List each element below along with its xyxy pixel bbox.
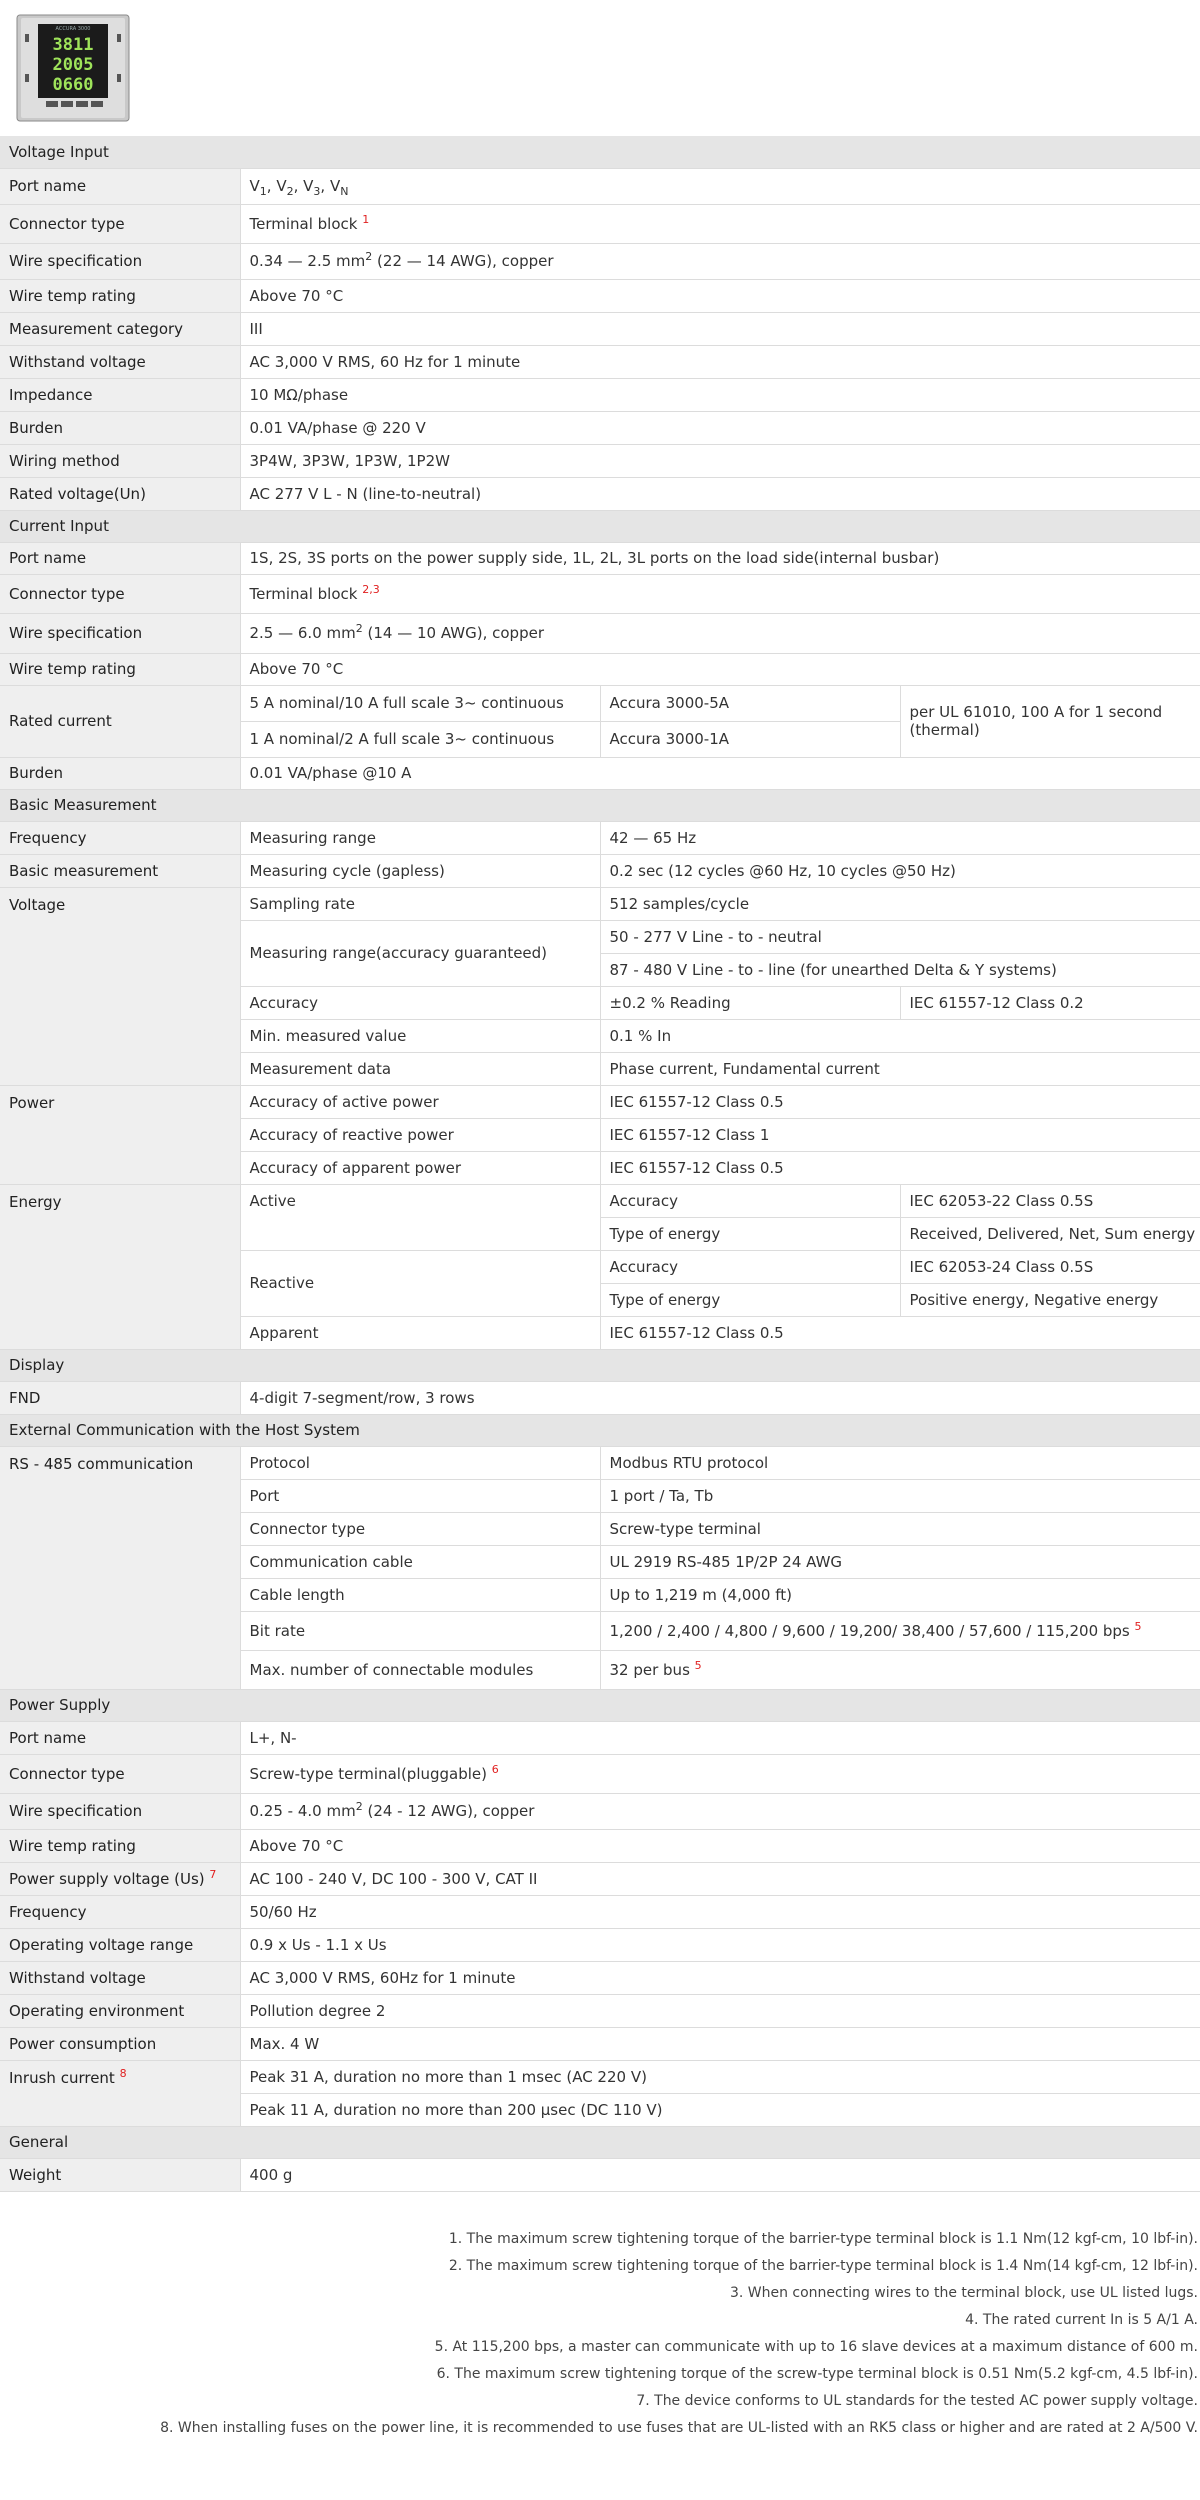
row-label: RS - 485 communication	[0, 1446, 240, 1689]
footnote-3: 3. When connecting wires to the terminal block, use UL listed lugs.	[729, 2285, 1198, 2301]
row-key: Measuring range	[240, 821, 600, 854]
table-row	[0, 1793, 1200, 1829]
row-value: 10 MΩ/phase	[240, 378, 1200, 411]
row-value: 1 A nominal/2 A full scale 3~ continuous	[240, 721, 600, 757]
row-value: 400 g	[240, 2158, 1200, 2191]
row-value: Above 70 °C	[240, 1829, 1200, 1862]
footnote-2: 2. The maximum screw tightening torque of the barrier-type terminal block is 1.4 Nm(14 kgf-cm, 12 lbf-in).	[448, 2258, 1198, 2274]
row-label: Power	[0, 1085, 240, 1184]
row-value: AC 3,000 V RMS, 60Hz for 1 minute	[240, 1961, 1200, 1994]
table-row	[0, 1754, 1200, 1793]
table-row	[0, 2027, 1200, 2060]
row-label: Inrush current $^8$	[0, 2060, 240, 2126]
row-key: Max. number of connectable modules	[240, 1650, 600, 1689]
footnote-ref: 7	[209, 1867, 217, 1881]
row-label: Port name	[0, 168, 240, 204]
row-key: Type of energy	[600, 1217, 900, 1250]
table-row	[0, 477, 1200, 510]
row-value: 87 - 480 V Line - to - line (for unearthed Delta & Y systems)	[600, 953, 1200, 986]
row-label: Weight	[0, 2158, 240, 2191]
row-key: Protocol	[240, 1446, 600, 1479]
footnote-5: 5. At 115,200 bps, a master can communicate with up to 16 slave devices at a maximum distance of 600 m.	[434, 2339, 1198, 2355]
row-label: Energy	[0, 1184, 240, 1349]
footnote-7: 7. The device conforms to UL standards for the tested AC power supply voltage.	[636, 2393, 1198, 2409]
row-value: $V_1$, $V_2$, $V_3$, $V_N$	[240, 168, 1200, 204]
table-row	[0, 1928, 1200, 1961]
table-row	[0, 821, 1200, 854]
footnotes	[98, 2226, 1198, 2442]
row-label: Measurement category	[0, 312, 240, 345]
row-value: 1,200 / 2,400 / 4,800 / 9,600 / 19,200/ 38,400 / 57,600 / 115,200 bps $^5$	[600, 1611, 1200, 1650]
row-value: 1S, 2S, 3S ports on the power supply side, 1L, 2L, 3L ports on the load side(internal busbar)	[240, 542, 1200, 574]
row-value: AC 100 - 240 V, DC 100 - 300 V, CAT II	[240, 1862, 1200, 1895]
display-row-2: 2005	[52, 55, 94, 75]
section-general: General	[0, 2126, 1200, 2158]
row-value: 32 per bus $^5$	[600, 1650, 1200, 1689]
row-label: Port name	[0, 1721, 240, 1754]
table-row	[0, 2158, 1200, 2191]
row-value: IEC 62053-24 Class 0.5S	[900, 1250, 1200, 1283]
row-key: Reactive	[240, 1250, 600, 1316]
row-key: Communication cable	[240, 1545, 600, 1578]
table-row	[0, 279, 1200, 312]
row-label: Basic measurement	[0, 854, 240, 887]
table-row	[0, 574, 1200, 613]
row-value: IEC 61557-12 Class 1	[600, 1118, 1200, 1151]
row-value: Up to 1,219 m (4,000 ft)	[600, 1578, 1200, 1611]
table-row	[0, 378, 1200, 411]
table-row	[0, 243, 1200, 279]
row-label: Withstand voltage	[0, 345, 240, 378]
table-row	[0, 168, 1200, 204]
row-key: Accuracy	[240, 986, 600, 1019]
row-value: Screw-type terminal(pluggable) $^6$	[240, 1754, 1200, 1793]
footnote-8: 8. When installing fuses on the power line, it is recommended to use fuses that are UL-listed with an RK5 class or higher and are rated at 2 A/500 V.	[160, 2420, 1198, 2436]
section-power-supply: Power Supply	[0, 1689, 1200, 1721]
footnote-ref: 1	[362, 212, 370, 226]
table-row	[0, 613, 1200, 653]
row-value: 42 — 65 Hz	[600, 821, 1200, 854]
row-label: Connector type	[0, 574, 240, 613]
product-image	[16, 14, 130, 122]
row-key: Port	[240, 1479, 600, 1512]
row-value: IEC 61557-12 Class 0.2	[900, 986, 1200, 1019]
row-value: Positive energy, Negative energy	[900, 1283, 1200, 1316]
section-display: Display	[0, 1349, 1200, 1381]
footnote-6: 6. The maximum screw tightening torque of the screw-type terminal block is 0.51 Nm(5.2 kgf-cm, 4.5 lbf-in).	[436, 2366, 1198, 2382]
row-value: 0.34 — 2.5 $mm^2$ (22 — 14 AWG), copper	[240, 243, 1200, 279]
table-row	[0, 345, 1200, 378]
row-value: Accura 3000-5A	[600, 685, 900, 721]
table-row	[0, 542, 1200, 574]
row-label: Burden	[0, 757, 240, 789]
row-value: Max. 4 W	[240, 2027, 1200, 2060]
table-row	[0, 1381, 1200, 1414]
section-current-input: Current Input	[0, 510, 1200, 542]
spec-table	[0, 136, 1200, 2192]
row-label: Wire temp rating	[0, 279, 240, 312]
table-row	[0, 653, 1200, 685]
display-row-3: 0660	[52, 75, 94, 95]
row-label: Power consumption	[0, 2027, 240, 2060]
row-value: III	[240, 312, 1200, 345]
table-row	[0, 444, 1200, 477]
row-value: 1 port / Ta, Tb	[600, 1479, 1200, 1512]
row-label: Withstand voltage	[0, 1961, 240, 1994]
row-label: Frequency	[0, 1895, 240, 1928]
table-row	[0, 1994, 1200, 2027]
table-row	[0, 887, 1200, 920]
row-key: Bit rate	[240, 1611, 600, 1650]
row-key: Measurement data	[240, 1052, 600, 1085]
row-value: 0.1 % In	[600, 1019, 1200, 1052]
row-label: Impedance	[0, 378, 240, 411]
row-label: Wire specification	[0, 613, 240, 653]
row-value: Accura 3000-1A	[600, 721, 900, 757]
row-value: 0.25 - 4.0 $mm^2$ (24 - 12 AWG), copper	[240, 1793, 1200, 1829]
row-value: AC 277 V L - N (line-to-neutral)	[240, 477, 1200, 510]
row-key: Accuracy	[600, 1250, 900, 1283]
row-key: Min. measured value	[240, 1019, 600, 1052]
row-label: Operating voltage range	[0, 1928, 240, 1961]
row-label: Burden	[0, 411, 240, 444]
row-value: Pollution degree 2	[240, 1994, 1200, 2027]
row-value: Phase current, Fundamental current	[600, 1052, 1200, 1085]
row-label: Voltage	[0, 887, 240, 1085]
row-value: 3P4W, 3P3W, 1P3W, 1P2W	[240, 444, 1200, 477]
section-voltage-input: Voltage Input	[0, 136, 1200, 168]
table-row	[0, 1721, 1200, 1754]
row-value: 0.9 x Us - 1.1 x Us	[240, 1928, 1200, 1961]
row-label: Operating environment	[0, 1994, 240, 2027]
row-value: Peak 11 A, duration no more than 200 μsec (DC 110 V)	[240, 2093, 1200, 2126]
row-value: UL 2919 RS-485 1P/2P 24 AWG	[600, 1545, 1200, 1578]
row-value: IEC 61557-12 Class 0.5	[600, 1316, 1200, 1349]
svg-text:ACCURA 3000: ACCURA 3000	[55, 26, 91, 32]
row-key: Measuring cycle (gapless)	[240, 854, 600, 887]
row-label: Wire specification	[0, 243, 240, 279]
row-value: 512 samples/cycle	[600, 887, 1200, 920]
row-label: Connector type	[0, 204, 240, 243]
row-value: IEC 61557-12 Class 0.5	[600, 1085, 1200, 1118]
section-communication: External Communication with the Host System	[0, 1414, 1200, 1446]
row-value: IEC 61557-12 Class 0.5	[600, 1151, 1200, 1184]
footnote-ref: 5	[1134, 1619, 1142, 1633]
row-key: Type of energy	[600, 1283, 900, 1316]
display-row-1: 3811	[52, 35, 94, 55]
row-value: Screw-type terminal	[600, 1512, 1200, 1545]
footnote-4: 4. The rated current In is 5 A/1 A.	[965, 2312, 1198, 2328]
row-label: Port name	[0, 542, 240, 574]
footnote-1: 1. The maximum screw tightening torque of the barrier-type terminal block is 1.1 Nm(12 kgf-cm, 10 lbf-in).	[448, 2231, 1198, 2247]
row-key: Active	[240, 1184, 600, 1250]
row-label: Wire temp rating	[0, 653, 240, 685]
row-key: Sampling rate	[240, 887, 600, 920]
row-value: AC 3,000 V RMS, 60 Hz for 1 minute	[240, 345, 1200, 378]
row-key: Accuracy of reactive power	[240, 1118, 600, 1151]
row-value: Above 70 °C	[240, 279, 1200, 312]
row-value: 5 A nominal/10 A full scale 3~ continuous	[240, 685, 600, 721]
row-value: Received, Delivered, Net, Sum energy	[900, 1217, 1200, 1250]
row-label: Power supply voltage (Us) $^7$	[0, 1862, 240, 1895]
row-value: per UL 61010, 100 A for 1 second (thermal)	[900, 685, 1200, 757]
footnote-ref: 5	[694, 1658, 702, 1672]
row-value: L+, N-	[240, 1721, 1200, 1754]
row-key: Measuring range(accuracy guaranteed)	[240, 920, 600, 986]
row-key: Accuracy of apparent power	[240, 1151, 600, 1184]
table-row	[0, 1184, 1200, 1217]
row-value: Peak 31 A, duration no more than 1 msec (AC 220 V)	[240, 2060, 1200, 2093]
row-label: Connector type	[0, 1754, 240, 1793]
row-label: Wiring method	[0, 444, 240, 477]
row-label: FND	[0, 1381, 240, 1414]
table-row	[0, 685, 1200, 721]
row-key: Connector type	[240, 1512, 600, 1545]
table-row	[0, 2060, 1200, 2093]
row-value: 0.01 VA/phase @ 220 V	[240, 411, 1200, 444]
row-value: 0.2 sec (12 cycles @60 Hz, 10 cycles @50 Hz)	[600, 854, 1200, 887]
row-value: 50 - 277 V Line - to - neutral	[600, 920, 1200, 953]
table-row	[0, 1446, 1200, 1479]
row-key: Cable length	[240, 1578, 600, 1611]
row-label: Frequency	[0, 821, 240, 854]
row-value: Above 70 °C	[240, 653, 1200, 685]
row-label: Wire temp rating	[0, 1829, 240, 1862]
table-row	[0, 204, 1200, 243]
table-row	[0, 1862, 1200, 1895]
table-row	[0, 757, 1200, 789]
row-key: Apparent	[240, 1316, 600, 1349]
row-key: Accuracy of active power	[240, 1085, 600, 1118]
section-basic-measurement: Basic Measurement	[0, 789, 1200, 821]
row-value: Modbus RTU protocol	[600, 1446, 1200, 1479]
row-value: 4-digit 7-segment/row, 3 rows	[240, 1381, 1200, 1414]
row-key: Accuracy	[600, 1184, 900, 1217]
row-label: Rated voltage(Un)	[0, 477, 240, 510]
footnote-ref: 8	[119, 2066, 127, 2080]
row-value: ±0.2 % Reading	[600, 986, 900, 1019]
table-row	[0, 1829, 1200, 1862]
row-label: Rated current	[0, 685, 240, 757]
footnote-ref: 6	[491, 1762, 499, 1776]
table-row	[0, 854, 1200, 887]
table-row	[0, 1085, 1200, 1118]
row-value: Terminal block $^1$	[240, 204, 1200, 243]
row-label: Wire specification	[0, 1793, 240, 1829]
row-value: Terminal block $^{2,3}$	[240, 574, 1200, 613]
table-row	[0, 312, 1200, 345]
row-value: 0.01 VA/phase @10 A	[240, 757, 1200, 789]
table-row	[0, 1895, 1200, 1928]
row-value: 50/60 Hz	[240, 1895, 1200, 1928]
table-row	[0, 411, 1200, 444]
row-value: 2.5 — 6.0 $mm^2$ (14 — 10 AWG), copper	[240, 613, 1200, 653]
footnote-ref: 2,3	[362, 582, 380, 596]
row-value: IEC 62053-22 Class 0.5S	[900, 1184, 1200, 1217]
table-row	[0, 1961, 1200, 1994]
